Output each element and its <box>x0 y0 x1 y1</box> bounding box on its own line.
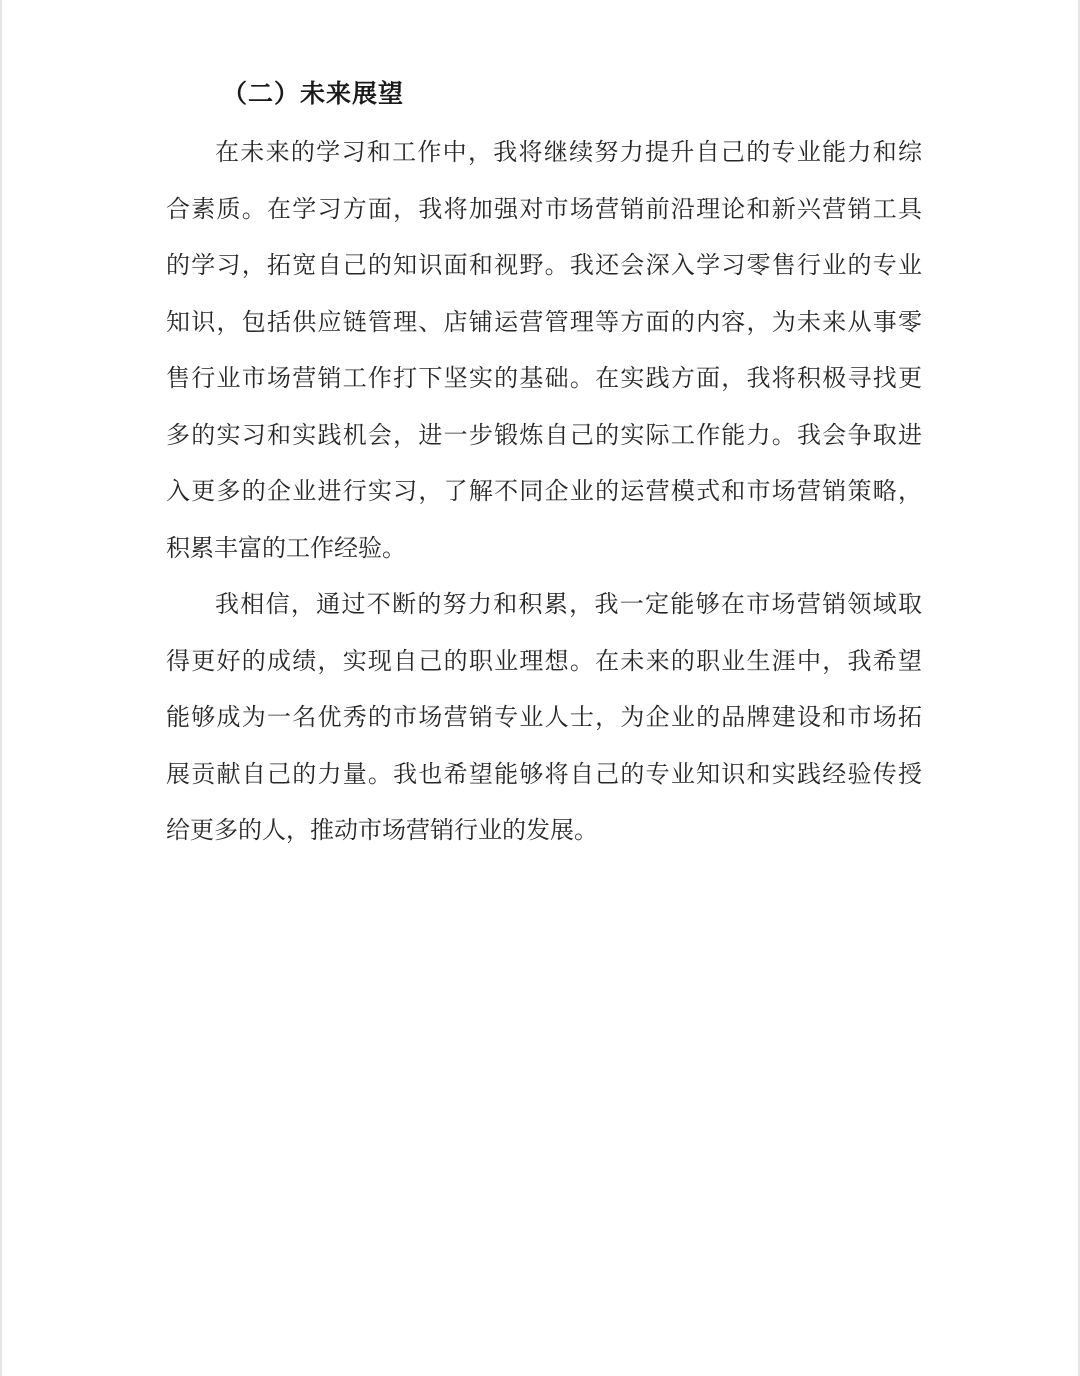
paragraph-line: 得更好的成绩，实现自己的职业理想。在未来的职业生涯中，我希望 <box>166 647 922 675</box>
paragraph-line: 能够成为一名优秀的市场营销专业人士，为企业的品牌建设和市场拓 <box>166 703 922 731</box>
paragraph-line: 售行业市场营销工作打下坚实的基础。在实践方面，我将积极寻找更 <box>166 364 922 392</box>
paragraph-line: 知识，包括供应链管理、店铺运营管理等方面的内容，为未来从事零 <box>166 308 922 336</box>
paragraph-line: 入更多的企业进行实习，了解不同企业的运营模式和市场营销策略， <box>166 477 922 505</box>
paragraph-line: 的学习，拓宽自己的知识面和视野。我还会深入学习零售行业的专业 <box>166 251 922 279</box>
paragraph-line: 展贡献自己的力量。我也希望能够将自己的专业知识和实践经验传授 <box>166 760 922 788</box>
paragraph-line: 给更多的人，推动市场营销行业的发展。 <box>166 816 598 844</box>
section-heading: （二）未来展望 <box>222 79 405 108</box>
paragraph-line: 多的实习和实践机会，进一步锻炼自己的实际工作能力。我会争取进 <box>166 421 922 449</box>
paragraph-line: 在未来的学习和工作中，我将继续努力提升自己的专业能力和综 <box>215 138 922 166</box>
paragraph-line: 积累丰富的工作经验。 <box>166 534 406 562</box>
paragraph-line: 合素质。在学习方面，我将加强对市场营销前沿理论和新兴营销工具 <box>166 195 922 223</box>
paragraph-line: 我相信，通过不断的努力和积累，我一定能够在市场营销领域取 <box>215 590 922 618</box>
